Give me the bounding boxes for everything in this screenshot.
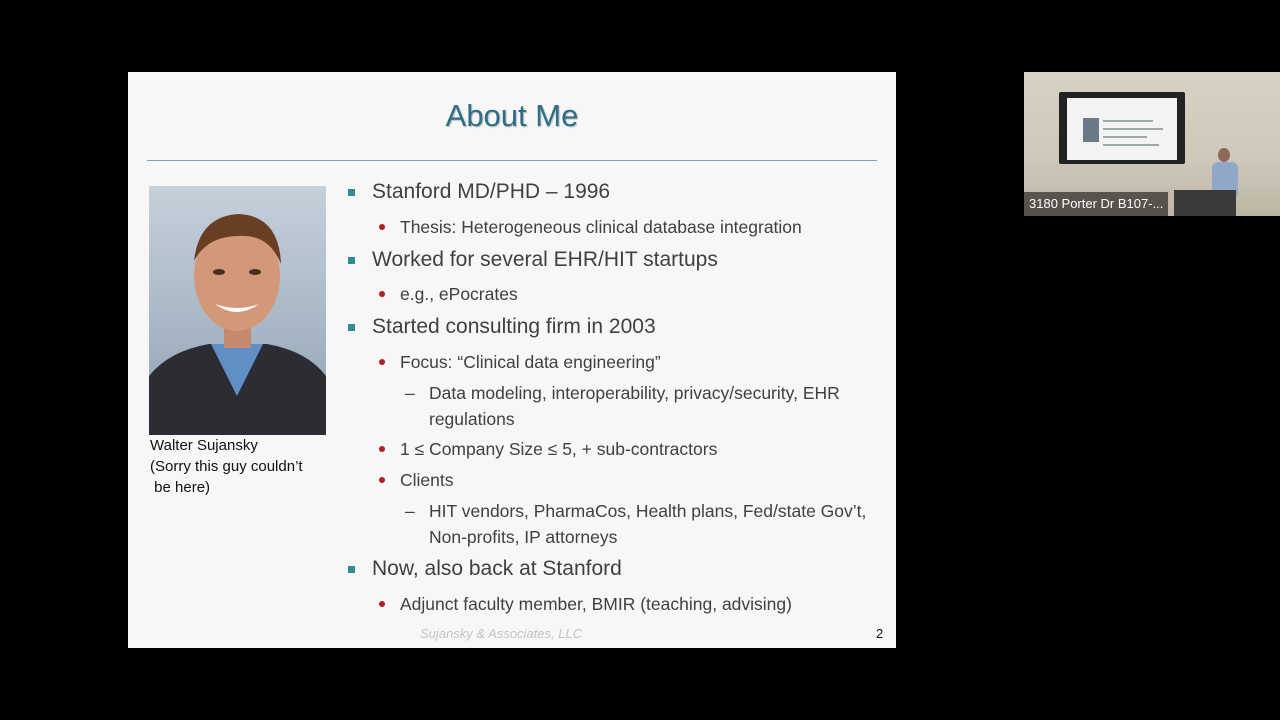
bullet-text: Adjunct faculty member, BMIR (teaching, advising) — [400, 594, 792, 614]
bullet-text: e.g., ePocrates — [400, 284, 518, 304]
bullet-text: Clients — [400, 470, 454, 490]
sub-sub-bullet-item — [405, 380, 869, 432]
dash-bullet-icon: – — [405, 501, 415, 521]
mini-text-line — [1103, 120, 1153, 122]
presenter-head — [1218, 148, 1230, 162]
podium — [1174, 190, 1236, 216]
bullet-list — [128, 72, 896, 648]
slide-footer: Sujansky & Associates, LLC — [420, 626, 583, 641]
sub-bullet-item — [400, 217, 802, 238]
participant-video-thumbnail[interactable] — [1024, 72, 1280, 216]
mini-text-line — [1103, 128, 1163, 130]
dot-bullet-icon — [379, 477, 385, 483]
mini-text-line — [1103, 136, 1147, 138]
mini-slide — [1067, 98, 1177, 160]
sub-bullet-item — [400, 284, 518, 305]
dot-bullet-icon — [379, 359, 385, 365]
dot-bullet-icon — [379, 601, 385, 607]
bullet-item — [372, 180, 610, 204]
slide-title: About Me — [445, 98, 579, 133]
bullet-text: Data modeling, interoperability, privacy/security, EHR regulations — [429, 383, 840, 429]
bullet-text: Focus: “Clinical data engineering” — [400, 352, 661, 372]
sub-sub-bullet-item — [405, 498, 869, 550]
bullet-text: Now, also back at Stanford — [372, 557, 622, 580]
bullet-item — [372, 248, 718, 272]
caption-line: (Sorry this guy couldn’t — [150, 458, 303, 475]
presentation-slide — [128, 72, 896, 648]
square-bullet-icon — [348, 189, 355, 196]
bullet-item — [372, 315, 656, 339]
mini-text-line — [1103, 144, 1159, 146]
bullet-text: 1 ≤ Company Size ≤ 5, + sub-contractors — [400, 439, 718, 459]
bullet-text: HIT vendors, PharmaCos, Health plans, Fed/state Gov’t, Non-profits, IP attorneys — [429, 501, 867, 547]
square-bullet-icon — [348, 257, 355, 264]
sub-bullet-item — [400, 439, 717, 460]
sub-bullet-item — [400, 470, 454, 491]
bullet-text: Worked for several EHR/HIT startups — [372, 248, 718, 271]
bullet-item — [372, 557, 622, 581]
square-bullet-icon — [348, 566, 355, 573]
participant-name-label: 3180 Porter Dr B107-... — [1024, 192, 1168, 216]
bullet-text: Stanford MD/PHD – 1996 — [372, 180, 611, 203]
room-display — [1059, 92, 1185, 164]
dot-bullet-icon — [379, 291, 385, 297]
bullet-text: Thesis: Heterogeneous clinical database integration — [400, 217, 802, 237]
sub-bullet-item — [400, 352, 661, 373]
slide-page-number: 2 — [876, 626, 884, 641]
bullet-text: Started consulting firm in 2003 — [372, 315, 656, 338]
square-bullet-icon — [348, 324, 355, 331]
dash-bullet-icon: – — [405, 383, 415, 403]
dot-bullet-icon — [379, 224, 385, 230]
caption-line: be here) — [150, 479, 211, 496]
dot-bullet-icon — [379, 446, 385, 452]
caption-line: Walter Sujansky — [150, 437, 258, 454]
mini-photo — [1083, 118, 1099, 142]
sub-bullet-item — [400, 594, 792, 615]
